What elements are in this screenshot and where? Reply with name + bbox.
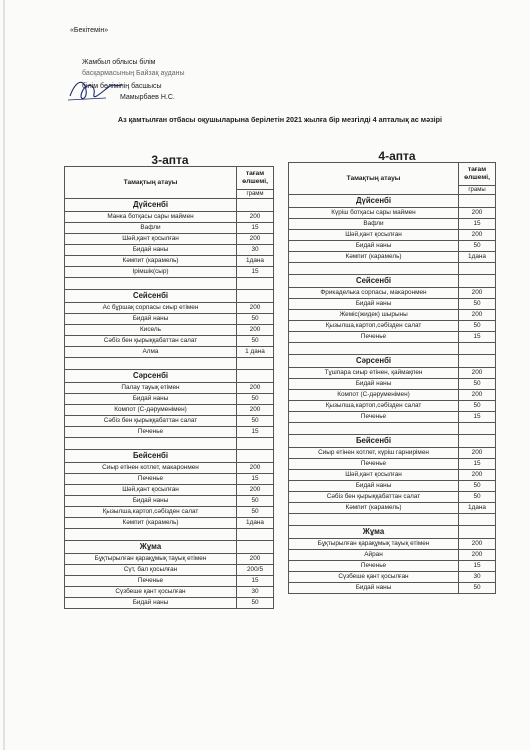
menu-item-name: Қызылша,картоп,сәбізден салат [65, 507, 237, 518]
menu-item-qty: 200 [237, 405, 274, 416]
separator-cell [237, 438, 274, 450]
day-qty-empty [237, 290, 274, 303]
menu-item-name: Шәй,қант қосылған [289, 230, 459, 241]
menu-item-name: Сәбіз бен қырыққабаттан салат [65, 416, 237, 427]
menu-item-row [65, 303, 274, 314]
menu-item-qty: 50 [237, 336, 274, 347]
menu-item-row [65, 383, 274, 394]
day-qty-empty [237, 199, 274, 212]
day-heading-row [65, 450, 274, 463]
menu-item-qty: 200 [237, 383, 274, 394]
menu-item-row [65, 223, 274, 234]
menu-item-qty: 200 [237, 325, 274, 336]
menu-item-qty: 15 [237, 267, 274, 278]
menu-item-name: Бидай наны [65, 245, 237, 256]
menu-item-qty: 200 [459, 230, 496, 241]
menu-item-name: Сәбіз бен қырыққабаттан салат [65, 336, 237, 347]
menu-item-row [65, 405, 274, 416]
menu-item-row [65, 245, 274, 256]
menu-item-name: Бидай наны [289, 481, 459, 492]
menu-item-row [65, 598, 274, 609]
menu-item-name: Бидай наны [65, 496, 237, 507]
menu-item-row [65, 587, 274, 598]
day-name: Жұма [65, 541, 237, 554]
menu-item-qty: 200 [459, 470, 496, 481]
menu-item-qty: 1дана [459, 503, 496, 514]
menu-item-name: Печенье [289, 561, 459, 572]
week-3-label: 3-апта [151, 153, 189, 167]
menu-item-qty: 50 [459, 583, 496, 594]
column-unit: грамм [237, 190, 274, 199]
menu-item-name: Печенье [289, 332, 459, 343]
menu-item-name: Шәй,қант қосылған [289, 470, 459, 481]
menu-item-name: Бидай наны [289, 379, 459, 390]
menu-item-row [65, 518, 274, 529]
menu-item-name: Сүзбеше қант қосылған [65, 587, 237, 598]
menu-item-row [289, 583, 496, 594]
menu-item-row [289, 459, 496, 470]
day-separator-row [65, 358, 274, 370]
menu-item-row [289, 448, 496, 459]
header-line-2: басқармасының Байзақ ауданы [82, 70, 185, 77]
menu-item-name: Бұқтырылған қарақұмық тауық етімен [65, 554, 237, 565]
day-qty-empty [459, 435, 496, 448]
separator-cell [237, 358, 274, 370]
menu-item-qty: 1дана [237, 518, 274, 529]
menu-item-row [65, 485, 274, 496]
day-name: Сейсенбі [289, 275, 459, 288]
day-qty-empty [237, 450, 274, 463]
menu-item-row [65, 212, 274, 223]
day-name: Сейсенбі [65, 290, 237, 303]
menu-item-name: Бидай наны [65, 314, 237, 325]
menu-item-row [289, 368, 496, 379]
menu-item-row [289, 208, 496, 219]
menu-item-qty: 15 [459, 561, 496, 572]
menu-item-name: Ас бұршақ сорпасы сиыр етімен [65, 303, 237, 314]
menu-item-qty: 50 [237, 507, 274, 518]
column-header-name: Тамақтың атауы [289, 163, 459, 195]
menu-item-name: Компот (С-дәруменімен) [289, 390, 459, 401]
menu-item-name: Кәмпит (карамель) [65, 256, 237, 267]
day-name: Жұма [289, 526, 459, 539]
menu-item-row [289, 390, 496, 401]
menu-item-qty: 15 [459, 412, 496, 423]
menu-item-name: Кисель [65, 325, 237, 336]
day-heading-row [289, 195, 496, 208]
menu-table-week-4 [288, 162, 496, 594]
separator-cell [459, 423, 496, 435]
menu-item-row [289, 470, 496, 481]
menu-item-qty: 15 [237, 474, 274, 485]
menu-item-name: Сиыр етінен котлет, макаронмен [65, 463, 237, 474]
day-heading-row [65, 541, 274, 554]
menu-item-qty: 50 [237, 598, 274, 609]
menu-item-name: Шәй,қант қосылған [65, 234, 237, 245]
menu-item-row [65, 554, 274, 565]
menu-item-row [289, 539, 496, 550]
day-qty-empty [459, 355, 496, 368]
menu-item-qty: 200 [459, 208, 496, 219]
menu-item-row [289, 332, 496, 343]
menu-item-row [65, 427, 274, 438]
column-header-qty [459, 163, 496, 186]
document-title: Аз қамтылған отбасы оқушыларына берілетін 2021 жылға бір мезгілді 4 апталық ас мәзірі [117, 115, 443, 124]
menu-item-row [65, 394, 274, 405]
menu-item-row [65, 576, 274, 587]
menu-item-name: Вафли [65, 223, 237, 234]
day-heading-row [289, 526, 496, 539]
menu-item-row [289, 379, 496, 390]
menu-item-name: Вафли [289, 219, 459, 230]
day-name: Бейсенбі [65, 450, 237, 463]
day-heading-row [289, 275, 496, 288]
menu-item-row [289, 299, 496, 310]
menu-item-qty: 30 [237, 245, 274, 256]
day-separator-row [289, 514, 496, 526]
menu-item-name: Печенье [289, 412, 459, 423]
table-header-row [289, 163, 496, 186]
day-qty-empty [237, 370, 274, 383]
day-separator-row [65, 529, 274, 541]
menu-item-qty: 200 [459, 368, 496, 379]
menu-item-name: Бидай наны [289, 241, 459, 252]
separator-cell [237, 278, 274, 290]
column-unit: грамы [459, 186, 496, 195]
day-heading-row [65, 199, 274, 212]
menu-item-name: Палау тауық етімен [65, 383, 237, 394]
week-4-label: 4-апта [378, 149, 416, 163]
day-heading-row [65, 370, 274, 383]
menu-item-qty: 200 [237, 485, 274, 496]
separator-cell [459, 343, 496, 355]
menu-item-qty: 15 [237, 427, 274, 438]
header-line-3: білім бөлімінің басшысы [82, 83, 162, 90]
menu-item-row [65, 325, 274, 336]
menu-item-qty: 200 [459, 390, 496, 401]
menu-item-qty: 200 [237, 212, 274, 223]
menu-item-qty: 15 [459, 459, 496, 470]
menu-item-row [65, 565, 274, 576]
menu-item-row [289, 219, 496, 230]
day-name: Бейсенбі [289, 435, 459, 448]
separator-cell [289, 343, 459, 355]
day-name: Дүйсенбі [65, 199, 237, 212]
menu-item-row [289, 310, 496, 321]
day-heading-row [289, 435, 496, 448]
menu-item-name: Манка ботқасы сары маймен [65, 212, 237, 223]
menu-item-name: Печенье [289, 459, 459, 470]
menu-item-row [289, 503, 496, 514]
column-header-name: Тамақтың атауы [65, 167, 237, 199]
menu-item-qty: 200 [237, 463, 274, 474]
menu-item-qty: 200 [237, 303, 274, 314]
menu-item-qty: 200 [237, 234, 274, 245]
day-separator-row [289, 423, 496, 435]
menu-item-qty: 200 [459, 288, 496, 299]
day-heading-row [289, 355, 496, 368]
separator-cell [65, 358, 237, 370]
menu-item-name: Сиыр етінен котлет, күріш гарнирімен [289, 448, 459, 459]
menu-item-qty: 50 [459, 401, 496, 412]
menu-item-row [65, 496, 274, 507]
menu-item-qty: 50 [237, 496, 274, 507]
menu-item-name: Кәмпит (карамель) [65, 518, 237, 529]
menu-item-name: Қызылша,картоп,сәбізден салат [289, 401, 459, 412]
menu-item-qty: 50 [459, 481, 496, 492]
column-header-qty-label: тағам өлшемі, [242, 170, 268, 185]
menu-item-qty: 1дана [237, 256, 274, 267]
menu-item-name: Қызылша,картоп,сәбізден салат [289, 321, 459, 332]
menu-item-row [289, 401, 496, 412]
scan-edge-shadow [3, 0, 5, 750]
menu-item-name: Алма [65, 347, 237, 358]
separator-cell [289, 263, 459, 275]
menu-item-qty: 15 [237, 223, 274, 234]
separator-cell [289, 423, 459, 435]
day-separator-row [65, 438, 274, 450]
menu-item-qty: 50 [237, 394, 274, 405]
menu-item-row [65, 234, 274, 245]
menu-item-row [65, 507, 274, 518]
menu-item-qty: 200 [459, 448, 496, 459]
menu-item-qty: 200 [459, 310, 496, 321]
day-qty-empty [459, 275, 496, 288]
day-separator-row [289, 343, 496, 355]
menu-item-qty: 200 [459, 539, 496, 550]
day-qty-empty [459, 526, 496, 539]
menu-table-week-3 [64, 166, 274, 609]
header-line-4: Мамырбаев Н.С. [120, 94, 175, 101]
day-heading-row [65, 290, 274, 303]
separator-cell [65, 438, 237, 450]
day-name: Дүйсенбі [289, 195, 459, 208]
menu-item-qty: 30 [237, 587, 274, 598]
menu-item-name: Печенье [65, 474, 237, 485]
menu-item-row [289, 412, 496, 423]
menu-item-name: Сәбіз бен қырыққабаттан салат [289, 492, 459, 503]
menu-item-qty: 15 [459, 332, 496, 343]
menu-item-row [65, 267, 274, 278]
menu-item-name: Кәмпит (карамель) [289, 252, 459, 263]
menu-item-row [289, 492, 496, 503]
menu-item-row [65, 314, 274, 325]
menu-item-name: Сүзбеше қант қосылған [289, 572, 459, 583]
menu-item-name: Печенье [65, 576, 237, 587]
day-separator-row [65, 278, 274, 290]
menu-item-row [65, 347, 274, 358]
separator-cell [289, 514, 459, 526]
menu-item-name: Бидай наны [65, 598, 237, 609]
menu-item-name: Фрикаделька сорпасы, макаронмен [289, 288, 459, 299]
menu-item-name: Бидай наны [289, 299, 459, 310]
menu-item-qty: 200/5 [237, 565, 274, 576]
separator-cell [459, 263, 496, 275]
menu-item-name: Ірімшік(сыр) [65, 267, 237, 278]
approval-stamp-text: «Бекітемін» [70, 27, 109, 34]
menu-item-row [65, 416, 274, 427]
menu-item-row [289, 230, 496, 241]
menu-item-name: Кәмпит (карамель) [289, 503, 459, 514]
menu-item-qty: 1дана [459, 252, 496, 263]
header-line-1: Жамбыл облысы білім [82, 59, 156, 66]
menu-item-qty: 15 [237, 576, 274, 587]
menu-item-name: Сүт, бал қосылған [65, 565, 237, 576]
menu-item-qty: 50 [459, 299, 496, 310]
menu-item-qty: 50 [459, 379, 496, 390]
menu-item-row [289, 572, 496, 583]
separator-cell [459, 514, 496, 526]
day-name: Сәрсенбі [289, 355, 459, 368]
menu-item-qty: 50 [459, 492, 496, 503]
menu-item-name: Бидай наны [289, 583, 459, 594]
separator-cell [65, 529, 237, 541]
menu-item-qty: 50 [237, 314, 274, 325]
menu-item-row [289, 288, 496, 299]
menu-item-row [65, 336, 274, 347]
menu-item-name: Күріш ботқасы сары маймен [289, 208, 459, 219]
menu-item-qty: 50 [459, 241, 496, 252]
menu-item-name: Бұқтырылған қарақұмық тауық етімен [289, 539, 459, 550]
menu-item-row [289, 241, 496, 252]
menu-item-row [289, 252, 496, 263]
menu-item-name: Шәй,қант қосылған [65, 485, 237, 496]
menu-item-qty: 50 [237, 416, 274, 427]
separator-cell [237, 529, 274, 541]
menu-item-row [65, 474, 274, 485]
column-header-qty [237, 167, 274, 190]
menu-item-name: Бидай наны [65, 394, 237, 405]
separator-cell [65, 278, 237, 290]
day-separator-row [289, 263, 496, 275]
menu-item-name: Жеміс(жидек) шырыны [289, 310, 459, 321]
menu-item-qty: 200 [459, 550, 496, 561]
day-qty-empty [459, 195, 496, 208]
day-qty-empty [237, 541, 274, 554]
menu-item-qty: 30 [459, 572, 496, 583]
day-name: Сәрсенбі [65, 370, 237, 383]
menu-item-qty: 50 [459, 321, 496, 332]
menu-item-row [65, 463, 274, 474]
column-header-qty-label: тағам өлшемі, [464, 166, 490, 181]
menu-item-name: Тұшпара сиыр етінен, қаймақпен [289, 368, 459, 379]
menu-item-qty: 15 [459, 219, 496, 230]
menu-item-row [289, 561, 496, 572]
menu-item-name: Печенье [65, 427, 237, 438]
menu-item-row [289, 321, 496, 332]
menu-item-qty: 1 дана [237, 347, 274, 358]
menu-item-name: Компот (С-дәруменімен) [65, 405, 237, 416]
menu-item-row [289, 550, 496, 561]
table-header-row [65, 167, 274, 190]
menu-item-row [65, 256, 274, 267]
menu-item-qty: 200 [237, 554, 274, 565]
menu-item-name: Айран [289, 550, 459, 561]
handwritten-signature [66, 72, 126, 106]
menu-item-row [289, 481, 496, 492]
